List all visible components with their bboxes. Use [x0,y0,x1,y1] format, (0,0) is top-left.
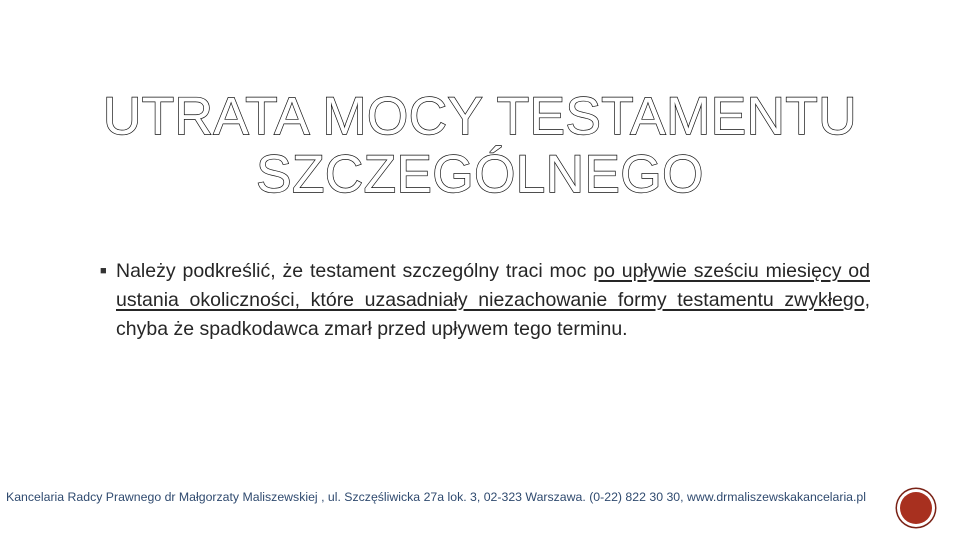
paragraph-underlined-text: po upływie sześciu miesięcy od ustania okoliczności, które uzasadniały niezachowanie formy testamentu zwykłego [116,260,870,311]
slide-title-line-1: UTRATA MOCY TESTAMENTU [102,86,858,146]
square-bullet-icon: ■ [100,265,107,277]
page-number-badge [900,492,932,524]
paragraph-outro-text: , chyba że spadkodawca zmarł przed upływem tego terminu. [116,289,870,340]
content-area [100,257,870,344]
slide-title [0,88,960,204]
slide-title-line-2: SZCZEGÓLNEGO [256,144,704,204]
footer-contact-text: Kancelaria Radcy Prawnego dr Małgorzaty Maliszewskiej , ul. Szczęśliwicka 27a lok. 3, 02-323 Warszawa. (0-22) 822 30 30, www.drmaliszewskakancelaria.pl [6,490,867,504]
paragraph-intro-text: Należy podkreślić, że testament szczególny traci moc [116,260,594,282]
bullet-paragraph [100,257,870,344]
